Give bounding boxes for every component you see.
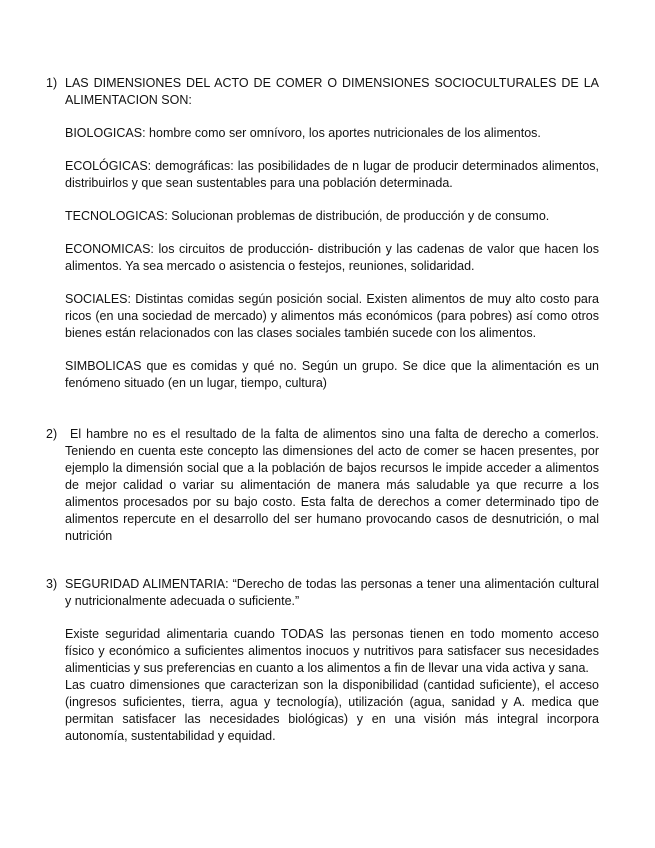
section-3-number: 3): [46, 577, 58, 591]
section-1-content: [65, 75, 599, 392]
section-3-content: [65, 576, 599, 745]
paragraph-cuatro-dimensiones: Las cuatro dimensiones que caracterizan son la disponibilidad (cantidad suficiente), el acceso (ingresos suficientes, tierra, agua y tecnología), utilización (agua, sanidad y A. medica que permitan satisfacer las necesidades biológicas) y en una visión más integral incorpora autonomía, sustentabilidad y equidad.: [65, 678, 599, 743]
paragraph-economicas: ECONOMICAS: los circuitos de producción- distribución y las cadenas de valor que hacen los alimentos. Ya sea mercado o asistencia o festejos, reuniones, solidaridad.: [65, 242, 599, 273]
paragraph-tecnologicas: TECNOLOGICAS: Solucionan problemas de distribución, de producción y de consumo.: [65, 209, 550, 223]
section-3-heading: SEGURIDAD ALIMENTARIA: “Derecho de todas las personas a tener una alimentación cultural y nutricionalmente adecuada o suficiente.”: [65, 577, 599, 608]
section-1-heading: LAS DIMENSIONES DEL ACTO DE COMER O DIMENSIONES SOCIOCULTURALES DE LA ALIMENTACION SON:: [65, 76, 599, 107]
section-2: [46, 426, 603, 545]
section-1-number: 1): [46, 76, 58, 90]
section-2-number: 2): [46, 427, 58, 441]
section-3: [46, 576, 599, 745]
section-2-text: El hambre no es el resultado de la falta de alimentos sino una falta de derecho a comerlos. Teniendo en cuenta este concepto las dimensiones del acto de comer se hacen presentes, por ejemplo la dimensión social que a la población de bajos recursos le impide acceder a alimentos de mejor calidad o variar su alimentación de manera más saludable ya que recurre a los alimentos procesados por su bajo costo. Esta falta de derechos a comer determinado tipo de alimentos repercute en el desarrollo del ser humano provocando casos de desnutrición, o mal nutrición: [65, 427, 603, 543]
section-1: [46, 75, 599, 392]
section-2-content: [65, 426, 603, 545]
paragraph-sociales: SOCIALES: Distintas comidas según posición social. Existen alimentos de muy alto costo para ricos (en una sociedad de mercado) y alimentos más económicos (para pobres) así como otros bienes están relacionados con las clases sociales también sucede con los alimentos.: [65, 292, 599, 340]
paragraph-simbolicas: SIMBOLICAS que es comidas y qué no. Según un grupo. Se dice que la alimentación es un fenómeno situado (en un lugar, tiempo, cultura): [65, 359, 599, 390]
paragraph-biologicas: BIOLOGICAS: hombre como ser omnívoro, los aportes nutricionales de los alimentos.: [65, 126, 541, 140]
paragraph-ecologicas: ECOLÓGICAS: demográficas: las posibilidades de n lugar de producir determinados alimentos, distribuirlos y que sean sustentables para una población determinada.: [65, 159, 599, 190]
paragraph-seguridad-definicion: Existe seguridad alimentaria cuando TODAS las personas tienen en todo momento acceso físico y económico a suficientes alimentos inocuos y nutritivos para satisfacer sus necesidades alimenticias y sus preferencias en cuanto a los alimentos a fin de llevar una vida activa y sana.: [65, 627, 599, 675]
